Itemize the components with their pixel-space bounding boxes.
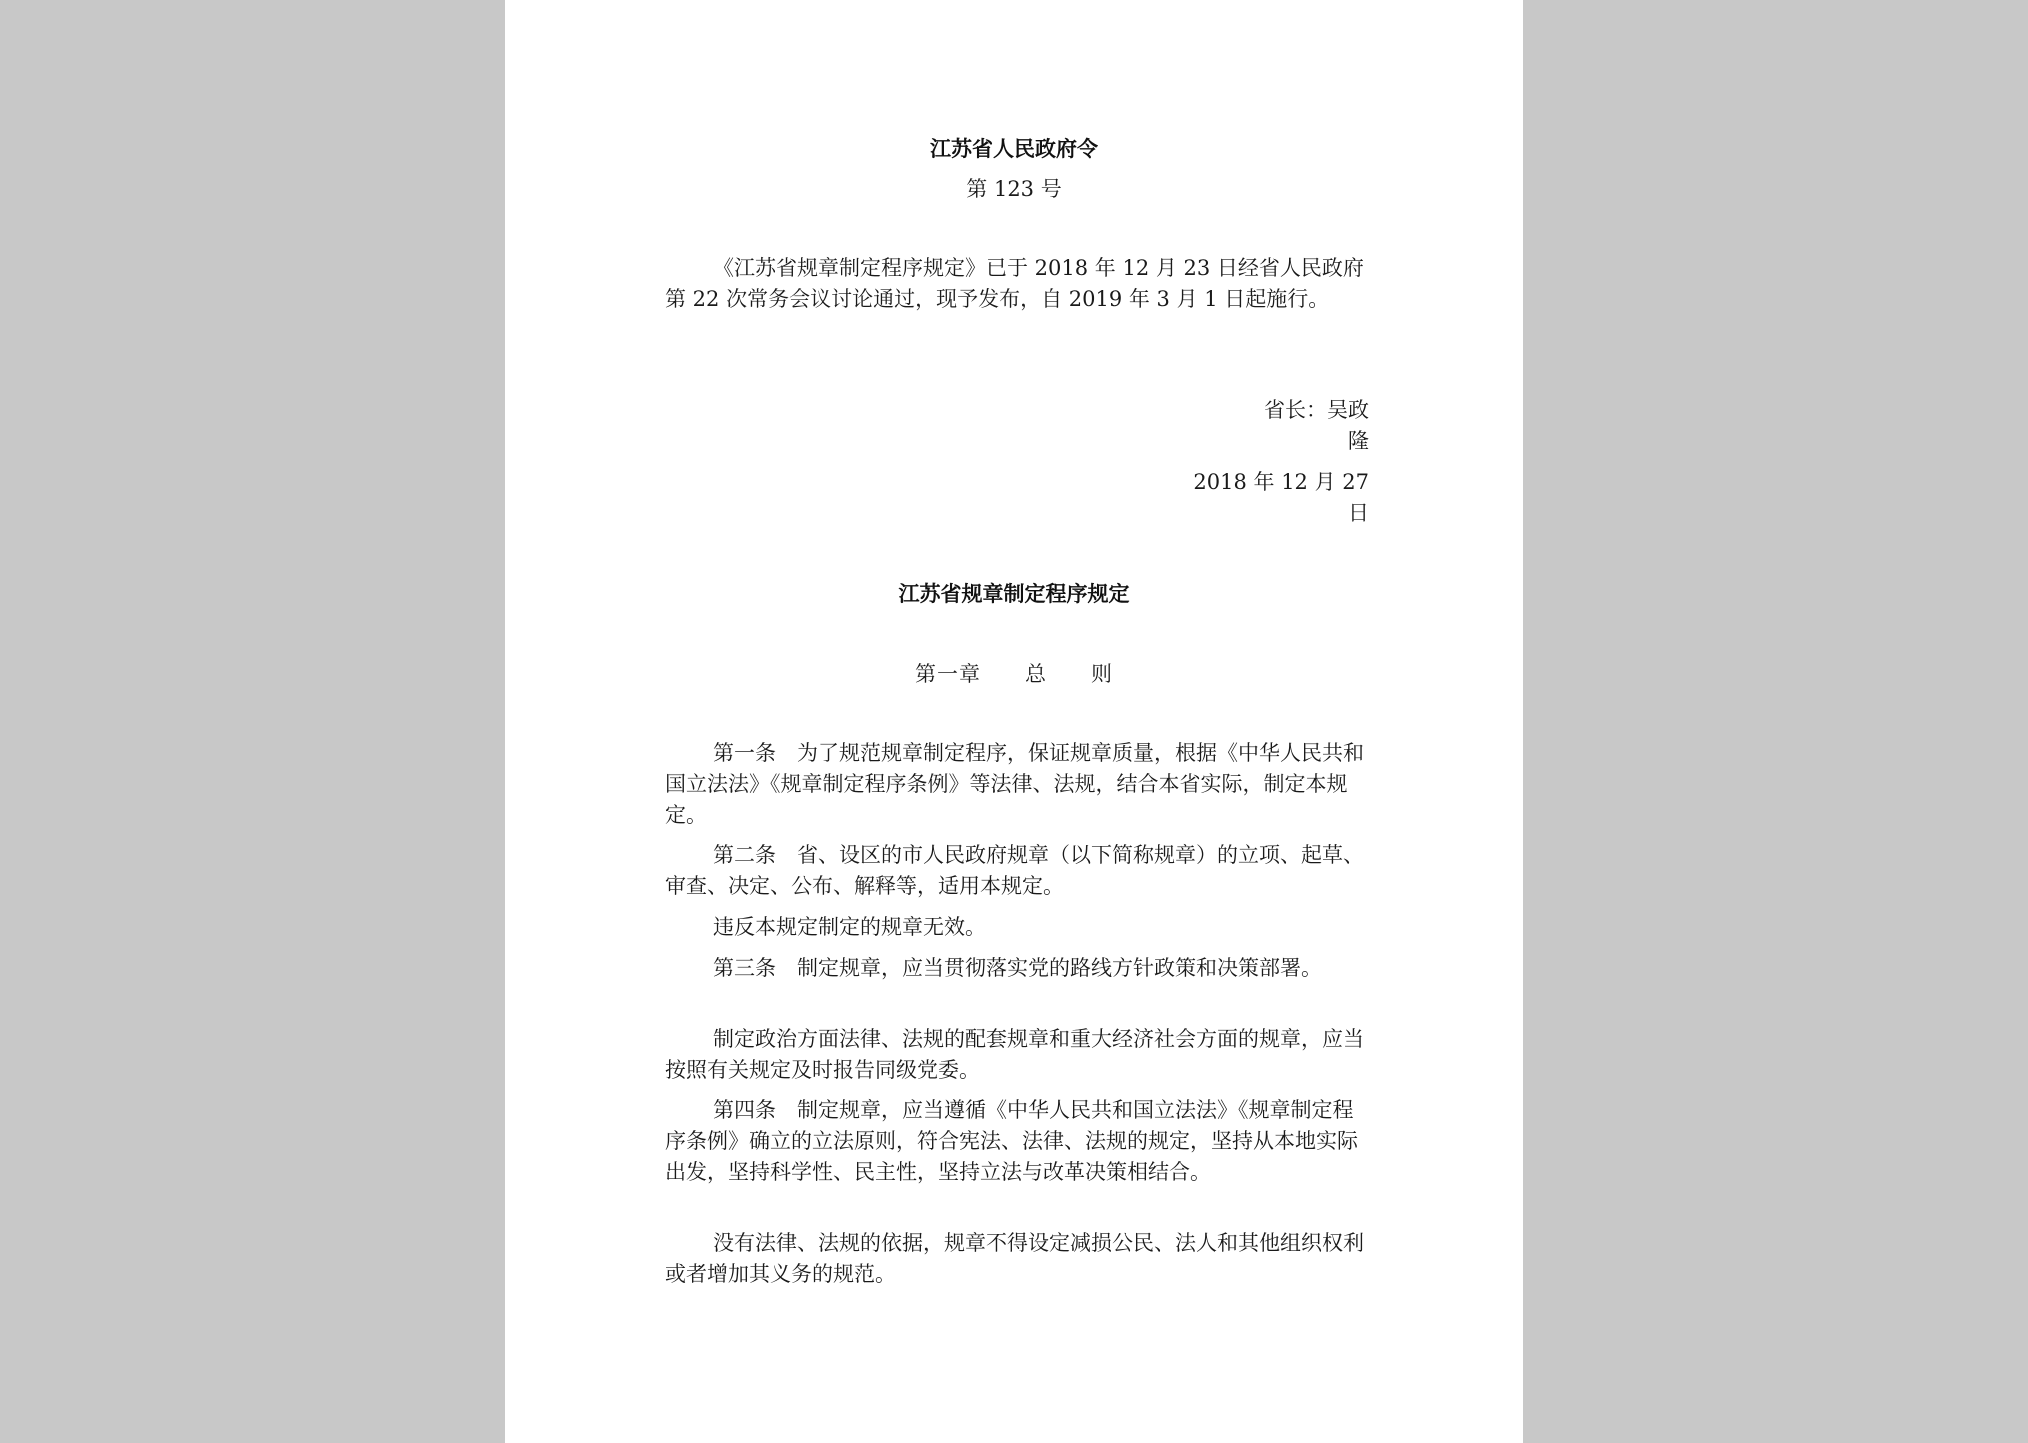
article-2-clause: 违反本规定制定的规章无效。 [713,915,986,939]
regulation-title: 江苏省规章制定程序规定 [898,582,1130,606]
decree-date: 2018 年 12 月 27 日 [1193,470,1369,525]
decree-title: 江苏省人民政府令 [930,137,1098,161]
decree-number: 第 123 号 [966,177,1062,201]
chapter-heading: 第一章 总 则 [915,662,1113,686]
article-4: 第四条 制定规章，应当遵循《中华人民共和国立法法》《规章制定程序条例》确立的立法原则，符合宪法、法律、法规的规定，坚持从本地实际出发，坚持科学性、民主性，坚持立法与改革决策相结合。 [665,1098,1358,1184]
decree-signatory: 省长：吴政隆 [1264,398,1369,453]
article-3: 第三条 制定规章，应当贯彻落实党的路线方针政策和决策部署。 [713,956,1322,980]
document-page [505,0,1523,1443]
article-4-clause: 没有法律、法规的依据，规章不得设定减损公民、法人和其他组织权利或者增加其义务的规范。 [665,1231,1364,1286]
decree-announcement: 《江苏省规章制定程序规定》已于 2018 年 12 月 23 日经省人民政府第 22 次常务会议讨论通过，现予发布，自 2019 年 3 月 1 日起施行。 [665,256,1364,311]
article-2: 第二条 省、设区的市人民政府规章（以下简称规章）的立项、起草、审查、决定、公布、解释等，适用本规定。 [665,843,1364,898]
article-1: 第一条 为了规范规章制定程序，保证规章质量，根据《中华人民共和国立法法》《规章制定程序条例》等法律、法规，结合本省实际，制定本规定。 [665,741,1364,827]
article-3-clause: 制定政治方面法律、法规的配套规章和重大经济社会方面的规章，应当按照有关规定及时报告同级党委。 [665,1027,1364,1082]
